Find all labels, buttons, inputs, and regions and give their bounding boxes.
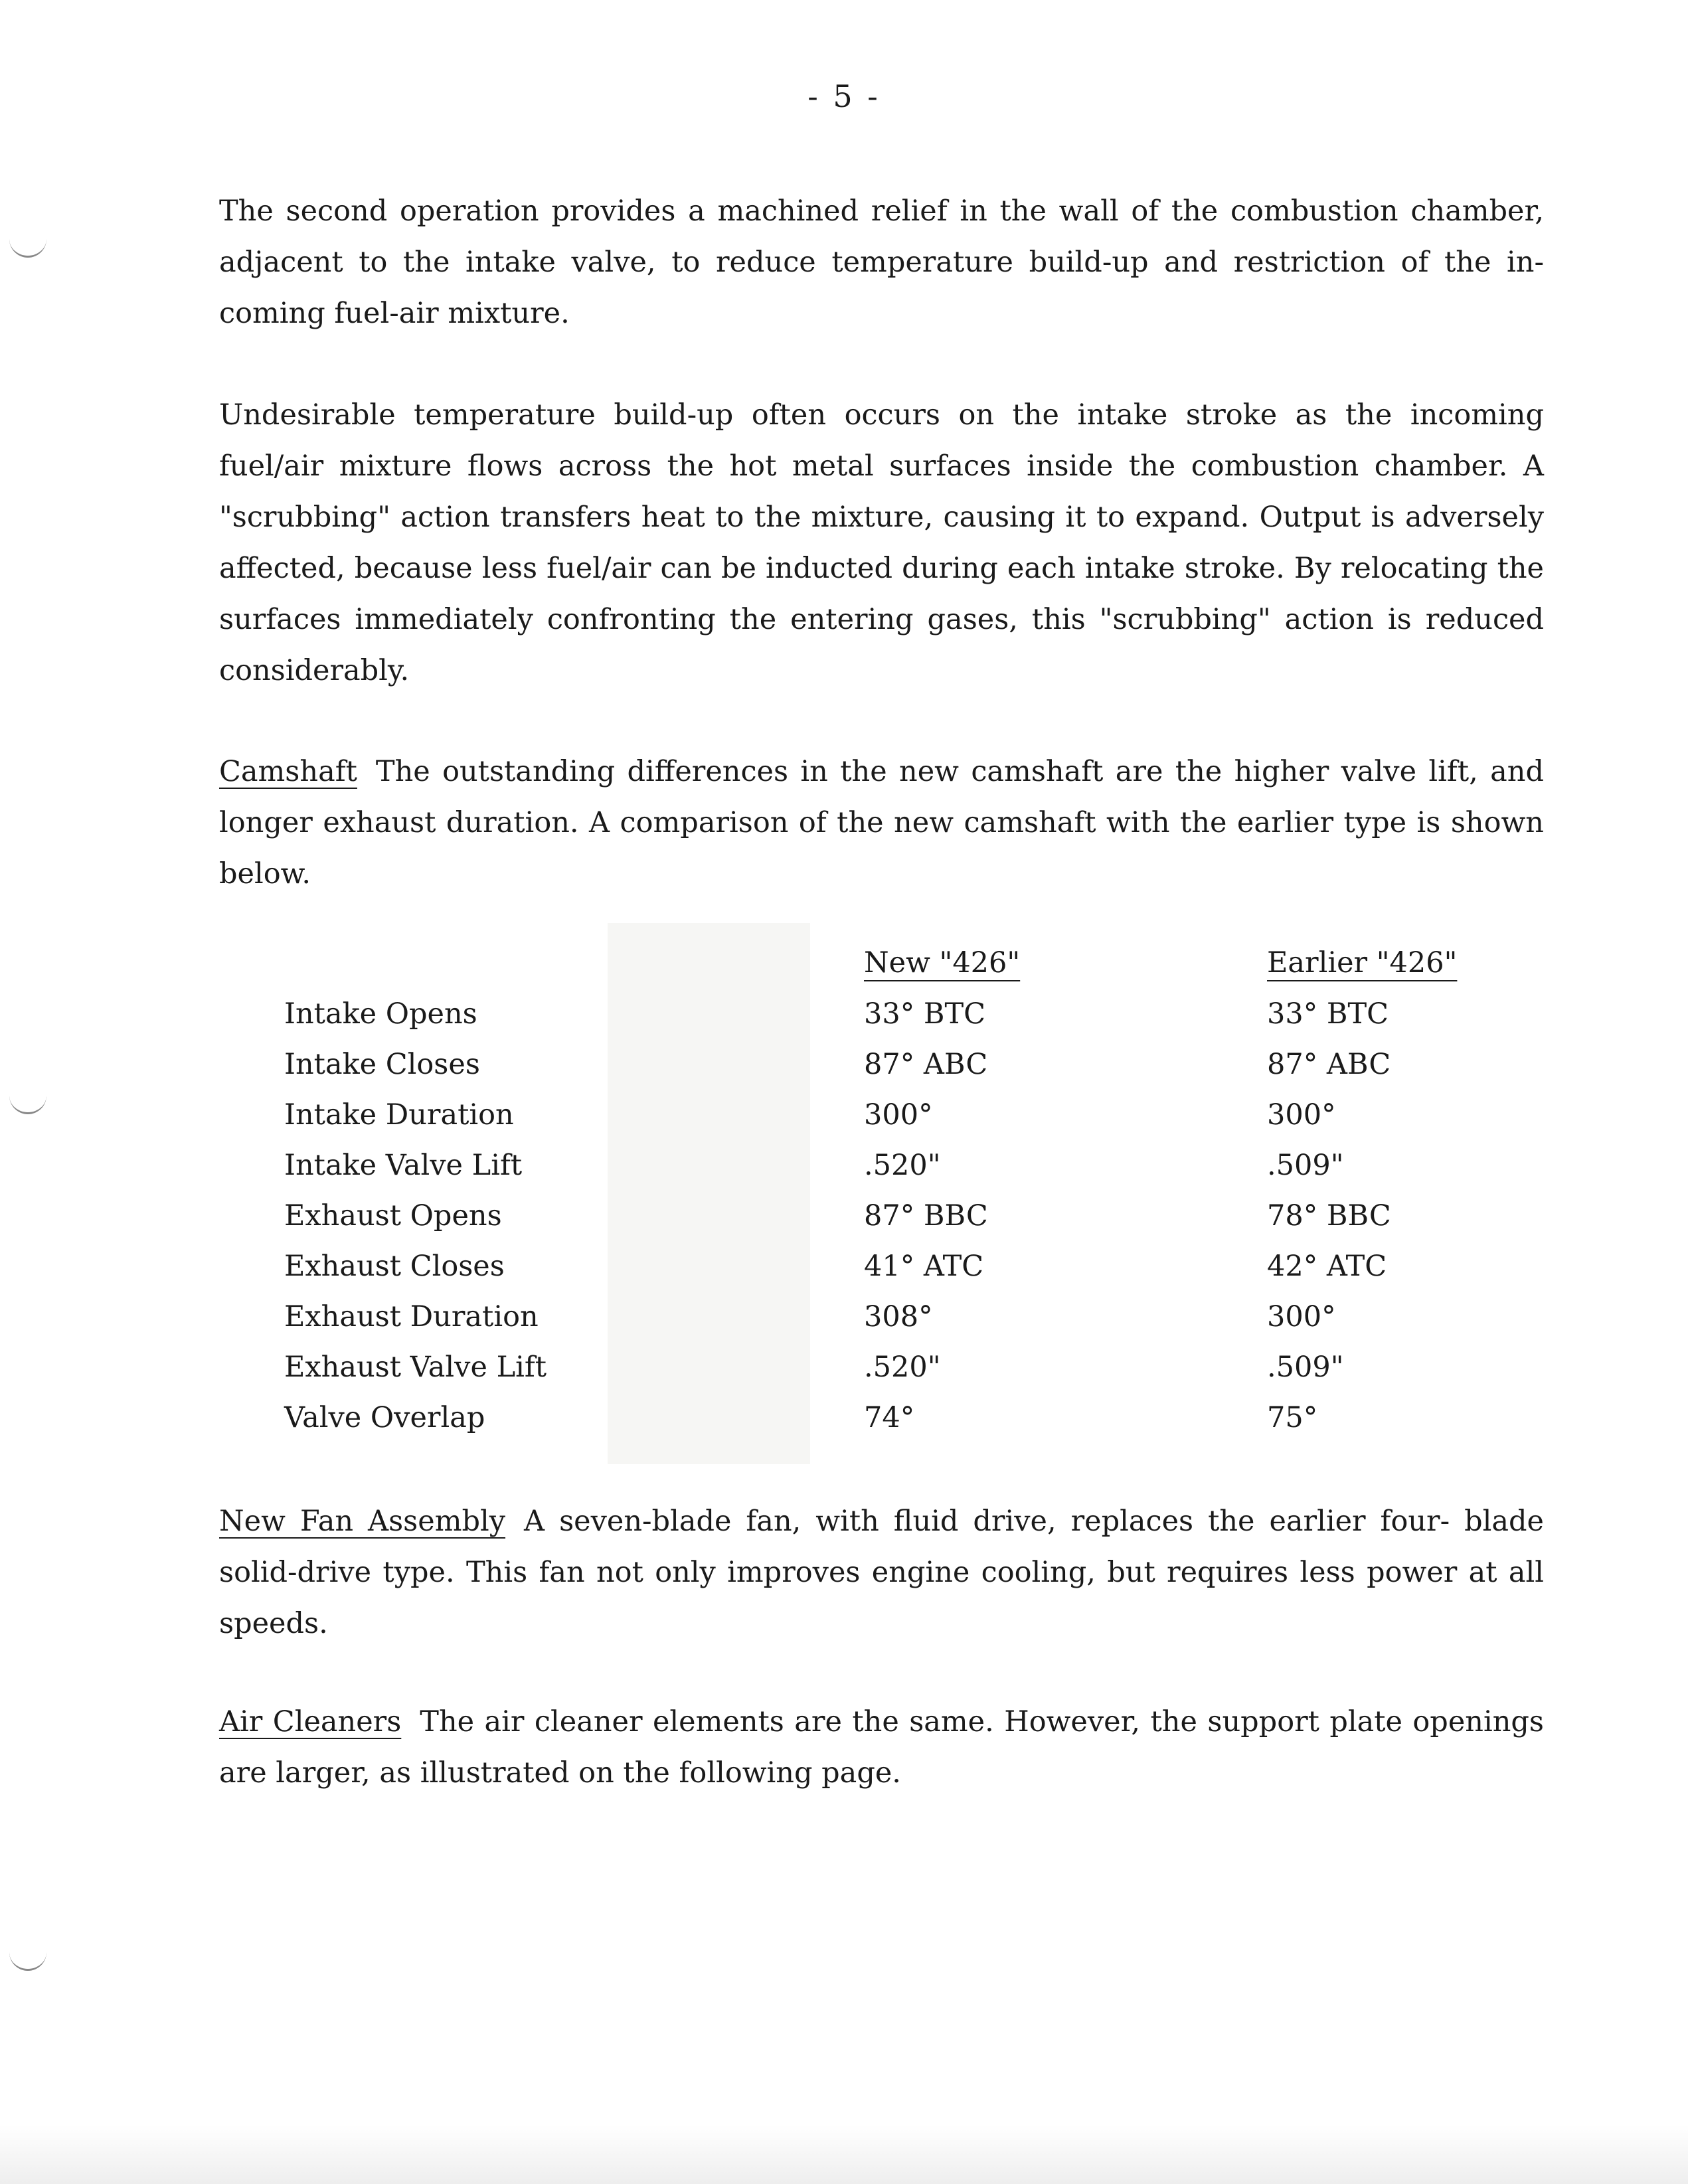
row-label: Exhaust Valve Lift [284, 1351, 547, 1384]
paragraph-fan-assembly [219, 1496, 1544, 1649]
row-earlier-value: 33° BTC [1267, 997, 1389, 1031]
table-row [0, 1250, 1688, 1300]
row-new-value: 300° [864, 1098, 933, 1132]
page-number: - 5 - [807, 78, 881, 114]
table-row [0, 1098, 1688, 1149]
row-label: Intake Duration [284, 1098, 514, 1132]
row-label: Intake Valve Lift [284, 1149, 523, 1182]
row-new-value: 33° BTC [864, 997, 986, 1031]
fan-heading: New Fan Assembly [219, 1505, 506, 1538]
row-label: Exhaust Duration [284, 1300, 539, 1333]
column-header-earlier: Earlier "426" [1267, 946, 1458, 979]
row-label: Exhaust Closes [284, 1250, 505, 1283]
fan-text: A seven-blade fan, with fluid drive, replaces the earlier four- blade solid-drive type. This fan not only improves engine cooling, but requires less power at all speeds. [219, 1505, 1544, 1640]
row-earlier-value: 300° [1267, 1098, 1336, 1132]
row-earlier-value: 300° [1267, 1300, 1336, 1333]
row-new-value: 87° ABC [864, 1048, 988, 1081]
table-row [0, 1048, 1688, 1098]
column-header-new: New "426" [864, 946, 1021, 979]
table-row [0, 997, 1688, 1048]
table-row [0, 1351, 1688, 1401]
row-new-value: .520" [864, 1351, 941, 1384]
row-label: Exhaust Opens [284, 1199, 502, 1232]
row-earlier-value: 87° ABC [1267, 1048, 1391, 1081]
paragraph-camshaft [219, 746, 1544, 900]
table-row [0, 1199, 1688, 1250]
paragraph-air-cleaners [219, 1697, 1544, 1799]
row-label: Valve Overlap [284, 1401, 485, 1434]
row-new-value: .520" [864, 1149, 941, 1182]
row-new-value: 74° [864, 1401, 915, 1434]
paragraph-combustion-relief: The second operation provides a machined relief in the wall of the combustion chamber, adjacent to the intake valve, to reduce temperature build-up and restriction of the in- coming fuel-air mixture. [219, 195, 1544, 330]
binder-hole-mark [9, 236, 46, 258]
table-row [0, 1401, 1688, 1452]
row-new-value: 308° [864, 1300, 933, 1333]
row-label: Intake Opens [284, 997, 477, 1031]
table-row [0, 1300, 1688, 1351]
air-cleaners-text: The air cleaner elements are the same. However, the support plate openings are larger, as illustrated on the following page. [219, 1705, 1545, 1790]
row-earlier-value: .509" [1267, 1351, 1344, 1384]
camshaft-text: The outstanding differences in the new camshaft are the higher valve lift, and longer exhaust duration. A comparison of the new camshaft with the earlier type is shown below. [219, 755, 1544, 890]
row-earlier-value: 42° ATC [1267, 1250, 1387, 1283]
row-earlier-value: 75° [1267, 1401, 1318, 1434]
row-new-value: 87° BBC [864, 1199, 988, 1232]
row-new-value: 41° ATC [864, 1250, 984, 1283]
row-earlier-value: 78° BBC [1267, 1199, 1391, 1232]
paragraph-temperature-buildup: Undesirable temperature build-up often occurs on the intake stroke as the incoming fuel/air mixture flows across the hot metal surfaces inside the combustion chamber. A "scrubbing" action transfers heat to the mixture, causing it to expand. Output is adversely affected, because less fuel/air can be inducted during each intake stroke. By relocating the surfaces immediately confronting the entering gases, this "scrubbing" action is reduced considerably. [219, 398, 1544, 687]
air-cleaners-heading: Air Cleaners [219, 1705, 402, 1738]
row-earlier-value: .509" [1267, 1149, 1344, 1182]
scan-edge-shadow [0, 2125, 1688, 2184]
row-label: Intake Closes [284, 1048, 480, 1081]
camshaft-heading: Camshaft [219, 755, 357, 788]
binder-hole-mark [9, 1949, 46, 1971]
table-row [0, 1149, 1688, 1199]
